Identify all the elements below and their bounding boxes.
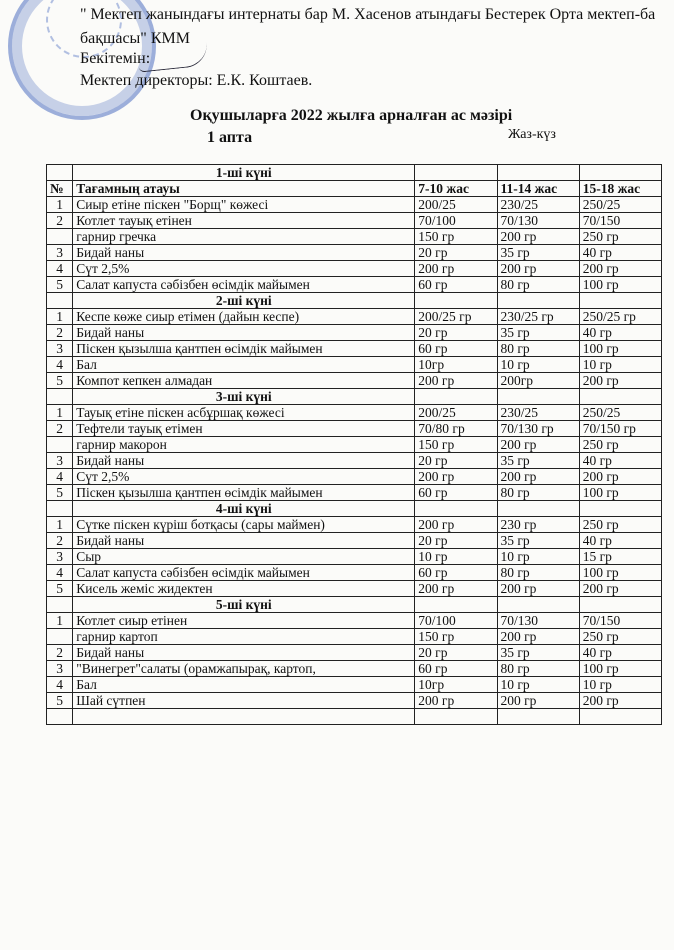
portion-7-10: 200 гр [415,261,497,277]
portion-11-14: 230 гр [497,517,579,533]
portion-15-18: 40 гр [579,245,661,261]
portion-7-10: 70/100 [415,213,497,229]
row-number: 5 [47,485,73,501]
row-number: 3 [47,245,73,261]
portion-7-10: 10гр [415,677,497,693]
portion-7-10: 10гр [415,357,497,373]
day-heading-row [47,597,662,613]
row-number: 3 [47,661,73,677]
dish-name: Бидай наны [73,645,415,661]
menu-row [47,213,662,229]
approval-label: Бекітемін: [80,50,151,67]
menu-row [47,677,662,693]
day-heading-empty-cell [497,501,579,517]
portion-15-18: 100 гр [579,565,661,581]
portion-7-10: 10 гр [415,549,497,565]
menu-row [47,517,662,533]
row-number: 1 [47,405,73,421]
school-type-line: бақшасы" КММ [80,30,190,47]
portion-15-18: 10 гр [579,357,661,373]
menu-row [47,661,662,677]
portion-7-10: 60 гр [415,661,497,677]
portion-15-18: 250/25 [579,405,661,421]
empty-cell [73,709,415,725]
row-number: 1 [47,197,73,213]
dish-name: Кисель жеміс жидектен [73,581,415,597]
day-heading-blank [47,293,73,309]
column-header-age-15-18: 15-18 жас [579,181,661,197]
portion-11-14: 70/130 [497,213,579,229]
dish-name: Бидай наны [73,533,415,549]
row-number [47,229,73,245]
portion-7-10: 200 гр [415,517,497,533]
dish-name: гарнир картоп [73,629,415,645]
portion-11-14: 80 гр [497,661,579,677]
portion-11-14: 230/25 гр [497,309,579,325]
day-heading-empty-cell [415,293,497,309]
day-heading-blank [47,501,73,517]
portion-15-18: 200 гр [579,469,661,485]
day-label: 4-ші күні [73,501,415,517]
portion-7-10: 70/100 [415,613,497,629]
portion-15-18: 200 гр [579,693,661,709]
day-heading-row [47,165,662,181]
portion-11-14: 80 гр [497,277,579,293]
empty-cell [415,709,497,725]
row-number: 4 [47,261,73,277]
row-number: 4 [47,357,73,373]
row-number: 4 [47,565,73,581]
portion-15-18: 70/150 [579,613,661,629]
portion-11-14: 200 гр [497,469,579,485]
portion-15-18: 70/150 гр [579,421,661,437]
portion-7-10: 60 гр [415,277,497,293]
dish-name: Тауық етіне піскен асбұршақ көжесі [73,405,415,421]
portion-11-14: 230/25 [497,197,579,213]
menu-row [47,277,662,293]
season-label: Жаз-күз [508,127,556,142]
portion-15-18: 200 гр [579,373,661,389]
row-number: 5 [47,373,73,389]
portion-15-18: 250 гр [579,517,661,533]
day-heading-empty-cell [415,165,497,181]
portion-7-10: 150 гр [415,229,497,245]
column-header-age-11-14: 11-14 жас [497,181,579,197]
dish-name: Бал [73,677,415,693]
portion-15-18: 250 гр [579,437,661,453]
day-heading-empty-cell [497,165,579,181]
portion-7-10: 20 гр [415,533,497,549]
menu-row [47,405,662,421]
menu-row [47,565,662,581]
menu-row [47,421,662,437]
portion-7-10: 200/25 гр [415,309,497,325]
portion-11-14: 200 гр [497,581,579,597]
day-label: 5-ші күні [73,597,415,613]
dish-name: Компот кепкен алмадан [73,373,415,389]
portion-15-18: 200 гр [579,581,661,597]
portion-7-10: 60 гр [415,485,497,501]
day-heading-empty-cell [579,597,661,613]
row-number: 1 [47,517,73,533]
portion-11-14: 35 гр [497,325,579,341]
row-number: 1 [47,613,73,629]
row-number: 2 [47,533,73,549]
portion-7-10: 20 гр [415,645,497,661]
portion-15-18: 250/25 [579,197,661,213]
menu-table [46,164,662,725]
dish-name: Піскен қызылша қантпен өсімдік майымен [73,341,415,357]
row-number: 2 [47,645,73,661]
day-heading-empty-cell [579,165,661,181]
day-heading-empty-cell [497,389,579,405]
menu-row [47,357,662,373]
row-number: 2 [47,213,73,229]
week-label: 1 апта [207,129,253,146]
menu-row [47,325,662,341]
portion-7-10: 200/25 [415,405,497,421]
row-number: 3 [47,549,73,565]
menu-row [47,613,662,629]
portion-11-14: 35 гр [497,245,579,261]
row-number: 2 [47,325,73,341]
portion-7-10: 150 гр [415,629,497,645]
day-heading-empty-cell [415,501,497,517]
dish-name: Салат капуста сәбізбен өсімдік майымен [73,277,415,293]
portion-15-18: 40 гр [579,645,661,661]
row-number: 3 [47,453,73,469]
menu-row [47,645,662,661]
row-number: 5 [47,277,73,293]
portion-15-18: 100 гр [579,485,661,501]
portion-11-14: 80 гр [497,485,579,501]
dish-name: Сүт 2,5% [73,469,415,485]
portion-11-14: 200 гр [497,437,579,453]
row-number: 4 [47,469,73,485]
day-heading-row [47,389,662,405]
day-heading-row [47,501,662,517]
portion-15-18: 100 гр [579,277,661,293]
portion-7-10: 60 гр [415,341,497,357]
day-heading-empty-cell [415,597,497,613]
portion-7-10: 20 гр [415,325,497,341]
dish-name: "Винегрет"салаты (орамжапырақ, картоп, [73,661,415,677]
menu-row [47,453,662,469]
column-header-row [47,181,662,197]
portion-11-14: 10 гр [497,357,579,373]
menu-row [47,341,662,357]
portion-11-14: 200гр [497,373,579,389]
menu-row [47,437,662,453]
portion-15-18: 250/25 гр [579,309,661,325]
portion-15-18: 40 гр [579,325,661,341]
dish-name: Бидай наны [73,245,415,261]
portion-11-14: 35 гр [497,645,579,661]
school-name-line: " Мектеп жанындағы интернаты бар М. Хасенов атындағы Бестерек Орта мектеп-ба [80,6,656,23]
portion-7-10: 20 гр [415,453,497,469]
row-number: 5 [47,693,73,709]
dish-name: Шай сүтпен [73,693,415,709]
portion-15-18: 100 гр [579,661,661,677]
menu-row [47,469,662,485]
portion-11-14: 80 гр [497,341,579,357]
day-heading-blank [47,389,73,405]
day-heading-empty-cell [579,501,661,517]
day-heading-row [47,293,662,309]
portion-11-14: 200 гр [497,629,579,645]
menu-title: Оқушыларға 2022 жылға арналған ас мәзірі [190,107,513,124]
dish-name: Котлет тауық етінен [73,213,415,229]
portion-11-14: 35 гр [497,453,579,469]
empty-cell [47,709,73,725]
menu-row [47,485,662,501]
day-label: 3-ші күні [73,389,415,405]
menu-row [47,549,662,565]
dish-name: Бидай наны [73,453,415,469]
column-header-age-7-10: 7-10 жас [415,181,497,197]
menu-row [47,373,662,389]
menu-row [47,629,662,645]
portion-11-14: 200 гр [497,693,579,709]
day-heading-empty-cell [415,389,497,405]
dish-name: Котлет сиыр етінен [73,613,415,629]
portion-15-18: 70/150 [579,213,661,229]
portion-11-14: 200 гр [497,261,579,277]
menu-row [47,309,662,325]
portion-7-10: 20 гр [415,245,497,261]
empty-row [47,709,662,725]
portion-11-14: 200 гр [497,229,579,245]
day-heading-blank [47,165,73,181]
empty-cell [579,709,661,725]
portion-7-10: 150 гр [415,437,497,453]
portion-7-10: 60 гр [415,565,497,581]
day-heading-empty-cell [497,293,579,309]
portion-7-10: 200 гр [415,693,497,709]
dish-name: Піскен қызылша қантпен өсімдік майымен [73,485,415,501]
menu-row [47,245,662,261]
portion-11-14: 10 гр [497,677,579,693]
dish-name: Сиыр етіне піскен "Борщ" көжесі [73,197,415,213]
dish-name: гарнир гречка [73,229,415,245]
portion-11-14: 35 гр [497,533,579,549]
portion-15-18: 15 гр [579,549,661,565]
portion-15-18: 200 гр [579,261,661,277]
day-heading-empty-cell [579,293,661,309]
dish-name: Бал [73,357,415,373]
portion-11-14: 230/25 [497,405,579,421]
portion-7-10: 70/80 гр [415,421,497,437]
portion-15-18: 40 гр [579,533,661,549]
portion-11-14: 70/130 [497,613,579,629]
portion-7-10: 200 гр [415,469,497,485]
row-number [47,437,73,453]
portion-11-14: 80 гр [497,565,579,581]
dish-name: Сүтке піскен күріш ботқасы (сары маймен) [73,517,415,533]
portion-15-18: 40 гр [579,453,661,469]
portion-7-10: 200/25 [415,197,497,213]
dish-name: гарнир макорон [73,437,415,453]
empty-cell [497,709,579,725]
dish-name: Бидай наны [73,325,415,341]
portion-15-18: 10 гр [579,677,661,693]
day-label: 2-ші күні [73,293,415,309]
row-number: 3 [47,341,73,357]
menu-row [47,533,662,549]
dish-name: Сыр [73,549,415,565]
row-number: 2 [47,421,73,437]
menu-row [47,581,662,597]
day-heading-blank [47,597,73,613]
portion-11-14: 70/130 гр [497,421,579,437]
dish-name: Тефтели тауық етімен [73,421,415,437]
dish-name: Сүт 2,5% [73,261,415,277]
dish-name: Салат капуста сәбізбен өсімдік майымен [73,565,415,581]
menu-row [47,693,662,709]
dish-name: Кеспе көже сиыр етімен (дайын кеспе) [73,309,415,325]
row-number: 5 [47,581,73,597]
portion-15-18: 100 гр [579,341,661,357]
row-number: 1 [47,309,73,325]
portion-15-18: 250 гр [579,629,661,645]
menu-row [47,197,662,213]
portion-7-10: 200 гр [415,373,497,389]
portion-11-14: 10 гр [497,549,579,565]
column-header-name: Тағамның атауы [73,181,415,197]
director-line: Мектеп директоры: Е.К. Коштаев. [80,72,313,89]
column-header-no: № [47,181,73,197]
day-heading-empty-cell [497,597,579,613]
menu-row [47,229,662,245]
row-number [47,629,73,645]
day-heading-empty-cell [579,389,661,405]
portion-15-18: 250 гр [579,229,661,245]
row-number: 4 [47,677,73,693]
day-label: 1-ші күні [73,165,415,181]
menu-row [47,261,662,277]
portion-7-10: 200 гр [415,581,497,597]
